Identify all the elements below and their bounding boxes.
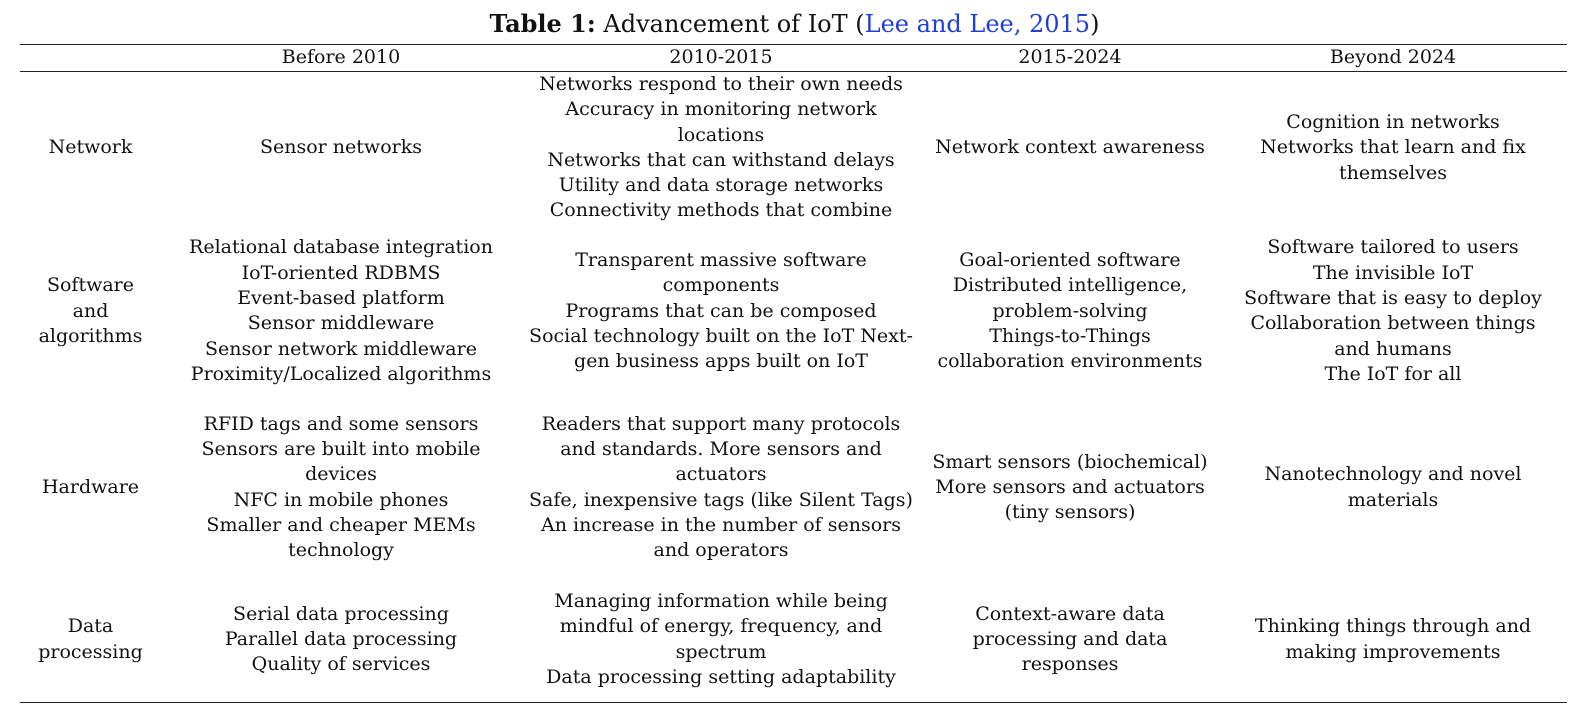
- row-label-cell: [20, 577, 161, 703]
- cell-line: Event-based platform: [237, 286, 445, 309]
- row-label-cell: [20, 72, 161, 224]
- cell-line: Serial data processing: [233, 602, 449, 625]
- row-label-cell: [20, 224, 161, 399]
- table-cell-2010-2015: [521, 577, 921, 703]
- cell-line: Nanotechnology and novel: [1264, 463, 1522, 486]
- caption-open-paren: (: [855, 10, 865, 38]
- table-cell-beyond-2024: [1219, 577, 1567, 703]
- cell-line: Goal-oriented software: [959, 249, 1181, 272]
- cell-line: (tiny sensors): [1004, 501, 1136, 524]
- cell-line: Software tailored to users: [1267, 236, 1519, 259]
- cell-line: materials: [1347, 488, 1439, 511]
- cell-line: Utility and data storage networks: [558, 174, 884, 197]
- cell-line: Networks that learn and fix: [1260, 136, 1526, 159]
- cell-line: mindful of energy, frequency, and: [559, 615, 883, 638]
- cell-line: Distributed intelligence,: [952, 274, 1188, 297]
- cell-line: An increase in the number of sensors: [541, 514, 901, 537]
- cell-line: Transparent massive software: [575, 249, 867, 272]
- cell-line: Data processing setting adaptability: [546, 665, 896, 688]
- cell-line: Smaller and cheaper MEMs: [206, 514, 476, 537]
- cell-line: Social technology built on the IoT Next-: [529, 324, 913, 347]
- cell-line: actuators: [675, 463, 767, 486]
- header-cell-2010-2015: 2010-2015: [521, 45, 921, 72]
- cell-line: Programs that can be composed: [565, 299, 877, 322]
- cell-line: Collaboration between things: [1250, 312, 1536, 335]
- cell-line: Things-to-Things: [989, 324, 1151, 347]
- table-cell-2010-2015: [521, 399, 921, 577]
- cell-line: components: [662, 274, 780, 297]
- cell-line: Connectivity methods that combine: [549, 199, 893, 222]
- cell-line: Networks that can withstand delays: [547, 148, 895, 171]
- cell-line: Sensor middleware: [247, 312, 435, 335]
- cell-line: gen business apps built on IoT: [574, 350, 868, 373]
- cell-line: Smart sensors (biochemical): [932, 450, 1208, 473]
- cell-line: spectrum: [675, 640, 767, 663]
- cell-line: Sensors are built into mobile: [201, 438, 481, 461]
- citation-link[interactable]: Lee and Lee, 2015: [864, 10, 1091, 38]
- cell-line: NFC in mobile phones: [233, 488, 449, 511]
- cell-line: and operators: [653, 539, 789, 562]
- cell-line: More sensors and actuators: [935, 476, 1205, 499]
- cell-line: Safe, inexpensive tags (like Silent Tags): [529, 488, 913, 511]
- cell-line: Parallel data processing: [224, 627, 458, 650]
- cell-line: Sensor networks: [260, 136, 422, 159]
- table-cell-before-2010: [161, 72, 521, 224]
- row-label: Hardware: [41, 476, 140, 499]
- cell-line: Network context awareness: [935, 136, 1205, 159]
- cell-line: Accuracy in monitoring network: [565, 98, 877, 121]
- cell-line: problem-solving: [992, 299, 1148, 322]
- table-cell-before-2010: [161, 577, 521, 703]
- row-label: Data: [67, 615, 114, 638]
- cell-line: Sensor network middleware: [205, 337, 477, 360]
- cell-line: technology: [288, 539, 394, 562]
- cell-line: Software that is easy to deploy: [1244, 286, 1542, 309]
- iot-advancement-table: [20, 44, 1567, 703]
- row-label: Software: [46, 274, 135, 297]
- table-cell-beyond-2024: [1219, 224, 1567, 399]
- cell-line: Relational database integration: [189, 236, 493, 259]
- cell-line: making improvements: [1285, 640, 1501, 663]
- cell-line: devices: [305, 463, 377, 486]
- table-cell-before-2010: [161, 399, 521, 577]
- cell-line: and humans: [1334, 337, 1452, 360]
- header-cell-2015-2024: 2015-2024: [921, 45, 1219, 72]
- header-cell-before-2010: Before 2010: [161, 45, 521, 72]
- table-cell-beyond-2024: [1219, 72, 1567, 224]
- caption-title: Advancement of IoT: [603, 10, 848, 38]
- table-row-network: [20, 72, 1567, 224]
- cell-line: The IoT for all: [1324, 362, 1462, 385]
- cell-line: Networks respond to their own needs: [539, 73, 903, 95]
- cell-line: Quality of services: [251, 653, 431, 676]
- cell-line: and standards. More sensors and: [560, 438, 882, 461]
- table-cell-2015-2024: [921, 224, 1219, 399]
- header-row: [20, 45, 1567, 72]
- table-cell-2015-2024: [921, 577, 1219, 703]
- table-cell-beyond-2024: [1219, 399, 1567, 577]
- cell-line: Managing information while being: [554, 589, 888, 612]
- table-row-software-and-algorithms: [20, 224, 1567, 399]
- row-label: algorithms: [38, 324, 143, 347]
- row-label: and: [72, 299, 109, 322]
- header-cell-beyond-2024: Beyond 2024: [1219, 45, 1567, 72]
- row-label-cell: [20, 399, 161, 577]
- table-cell-2010-2015: [521, 224, 921, 399]
- cell-line: themselves: [1339, 161, 1447, 184]
- caption-label: Table 1:: [489, 9, 596, 38]
- cell-line: Cognition in networks: [1286, 110, 1500, 133]
- cell-line: locations: [677, 123, 765, 146]
- cell-line: RFID tags and some sensors: [203, 412, 479, 435]
- table-cell-2015-2024: [921, 72, 1219, 224]
- table-row-data-processing: [20, 577, 1567, 703]
- cell-line: Thinking things through and: [1254, 615, 1532, 638]
- cell-line: Readers that support many protocols: [541, 412, 901, 435]
- cell-line: collaboration environments: [937, 350, 1203, 373]
- table-cell-2015-2024: [921, 399, 1219, 577]
- row-label: processing: [38, 640, 143, 663]
- table-caption: [0, 9, 1589, 39]
- cell-line: Context-aware data: [975, 602, 1165, 625]
- row-label: Network: [48, 136, 133, 159]
- caption-close-paren: ): [1090, 10, 1100, 38]
- cell-line: The invisible IoT: [1312, 261, 1474, 284]
- cell-line: processing and data: [972, 627, 1168, 650]
- table-cell-2010-2015: [521, 72, 921, 224]
- table-row-hardware: [20, 399, 1567, 577]
- table-cell-before-2010: [161, 224, 521, 399]
- cell-line: IoT-oriented RDBMS: [241, 261, 441, 284]
- cell-line: Proximity/Localized algorithms: [190, 362, 492, 385]
- header-cell-corner: [20, 45, 161, 72]
- cell-line: responses: [1021, 653, 1119, 676]
